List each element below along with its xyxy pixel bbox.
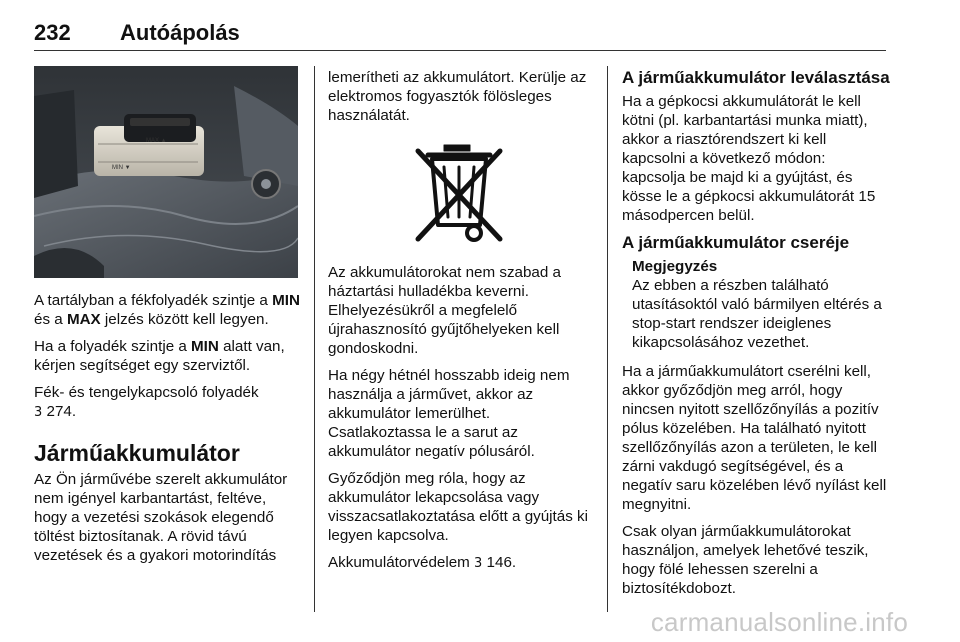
column-divider bbox=[607, 66, 608, 612]
chapter-title: Autóápolás bbox=[120, 20, 240, 45]
crossed-out-wheelie-bin-icon bbox=[400, 133, 518, 251]
header-rule bbox=[34, 50, 886, 51]
battery-intro-paragraph: Az Ön járművébe szerelt akkumulátor nem igényel karbantartást, feltéve, hogy a vezetési szokások elegendő töltést biztosítanak. A rövid távú vezetések és a gyakori motorindítás bbox=[34, 471, 288, 564]
brake-fluid-photo bbox=[34, 66, 298, 278]
battery-protection-reference: Akkumulátorvédelem 3 146. bbox=[328, 554, 517, 571]
note-title: Megjegyzés bbox=[632, 258, 718, 275]
replacement-paragraph: Ha a járműakkumulátort cserélni kell, akkor győződjön meg arról, hogy nincsen nyitott szellőzőnyílás a pozitív pólus közelében. Ha található nyitott szellőzőnyílás azon a területen, le kell zárni vakdugó segítségével, és a negatív saru közelében lévő nyílást kell megnyitni. bbox=[622, 363, 887, 513]
max-marking: MAX ▲ bbox=[146, 138, 167, 144]
fluid-reference: Fék- és tengelykapcsoló folyadék 3 274. bbox=[34, 384, 259, 420]
disposal-paragraph: Az akkumulátorokat nem szabad a háztartási hulladékba keverni. Elhelyezésükről a megfelelő újrahasznosító gyűjtőhelyeken kell gondoskodni. bbox=[328, 264, 561, 357]
note-box bbox=[622, 257, 890, 352]
column-3 bbox=[622, 68, 890, 606]
page-number: 232 bbox=[34, 20, 71, 45]
page-reference-arrow-icon: 3 bbox=[474, 556, 483, 571]
section-heading-battery: Járműakkumulátor bbox=[34, 440, 240, 466]
page-reference-arrow-icon: 3 bbox=[34, 405, 43, 420]
long-parking-paragraph: Ha négy hétnél hosszabb ideig nem használja a járművet, akkor az akkumulátor lemerülhet. Csatlakoztassa le a sarut az akkumulátor negatív pólusáról. bbox=[328, 367, 570, 460]
fusebox-paragraph: Csak olyan járműakkumulátorokat használjon, amelyek lehetővé teszik, hogy fölé lehessen szerelni a biztosítékdobozt. bbox=[622, 523, 869, 597]
column-1 bbox=[34, 291, 300, 573]
min-marking: MIN ▼ bbox=[112, 165, 131, 171]
column-divider bbox=[314, 66, 315, 612]
page-header bbox=[34, 8, 886, 52]
page-reference-link[interactable]: 274. bbox=[42, 403, 77, 420]
column-2 bbox=[328, 68, 590, 581]
watermark: carmanualsonline.info bbox=[650, 607, 908, 637]
low-level-paragraph: Ha a folyadék szintje a MIN alatt van, kérjen segítséget egy szerviztől. bbox=[34, 338, 285, 374]
ignition-paragraph: Győződjön meg róla, hogy az akkumulátor lekapcsolása vagy visszacsatlakoztatása előtt a gyújtás ki legyen kapcsolva. bbox=[328, 470, 588, 544]
section-heading-replacement: A járműakkumulátor cseréje bbox=[622, 233, 850, 252]
page-reference-link[interactable]: 146. bbox=[482, 554, 517, 571]
note-body: Az ebben a részben található utasításoktól való bármilyen eltérés a stop-start rendszer ideiglenes kikapcsolásához vezethet. bbox=[632, 277, 882, 351]
battery-continued-paragraph: lemerítheti az akkumulátort. Kerülje az elektromos fogyasztók fölösleges használatát. bbox=[328, 69, 587, 124]
brake-level-paragraph: A tartályban a fékfolyadék szintje a MIN és a MAX jelzés között kell legyen. bbox=[34, 292, 300, 328]
section-heading-disconnect: A járműakkumulátor leválasztása bbox=[622, 68, 890, 87]
disconnect-paragraph: Ha a gépkocsi akkumulátorát le kell kötni (pl. karbantartási munka miatt), akkor a riasztórendszert ki kell kapcsolni a következő módon: kapcsolja be majd ki a gyújtást, és kösse le a gépkocsi akkumulátorát 15 másodpercen belül. bbox=[622, 93, 876, 224]
